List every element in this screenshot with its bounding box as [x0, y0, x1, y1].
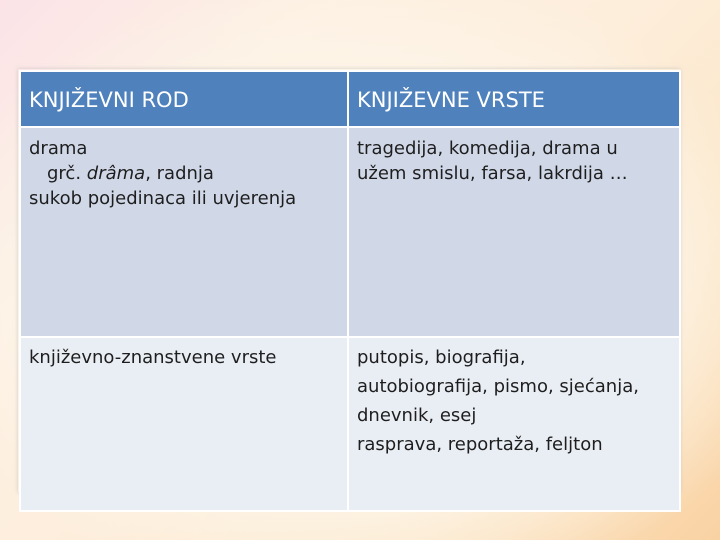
vrste-line: užem smislu, farsa, lakrdija … — [357, 163, 628, 184]
cell-vrste-drama — [348, 127, 680, 337]
table-body — [20, 127, 680, 511]
rod-description: sukob pojedinaca ili uvjerenja — [29, 188, 297, 209]
table-row — [20, 337, 680, 511]
vrste-line: tragedija, komedija, drama u — [357, 138, 618, 159]
cell-rod-drama — [20, 127, 348, 337]
etymology-prefix: grč. — [47, 163, 87, 184]
vrste-line: dnevnik, esej — [357, 405, 477, 426]
genre-table — [19, 70, 681, 512]
vrste-line: rasprava, reportaža, feljton — [357, 434, 603, 455]
table-row — [20, 127, 680, 337]
header-cell-vrste: KNJIŽEVNE VRSTE — [348, 71, 680, 127]
etymology-word: drâma — [86, 163, 146, 184]
cell-rod-knjizevno-znanstvene — [20, 337, 348, 511]
vrste-line: putopis, biografija, — [357, 347, 526, 368]
header-cell-rod: KNJIŽEVNI ROD — [20, 71, 348, 127]
etymology-suffix: , radnja — [145, 163, 214, 184]
rod-title: književno-znanstvene vrste — [29, 347, 277, 368]
cell-vrste-knjizevno-znanstvene — [348, 337, 680, 511]
vrste-line: autobiografija, pismo, sjećanja, — [357, 376, 639, 397]
table-header — [20, 71, 680, 127]
header-row — [20, 71, 680, 127]
rod-title: drama — [29, 138, 88, 159]
etymology-line — [29, 161, 339, 186]
